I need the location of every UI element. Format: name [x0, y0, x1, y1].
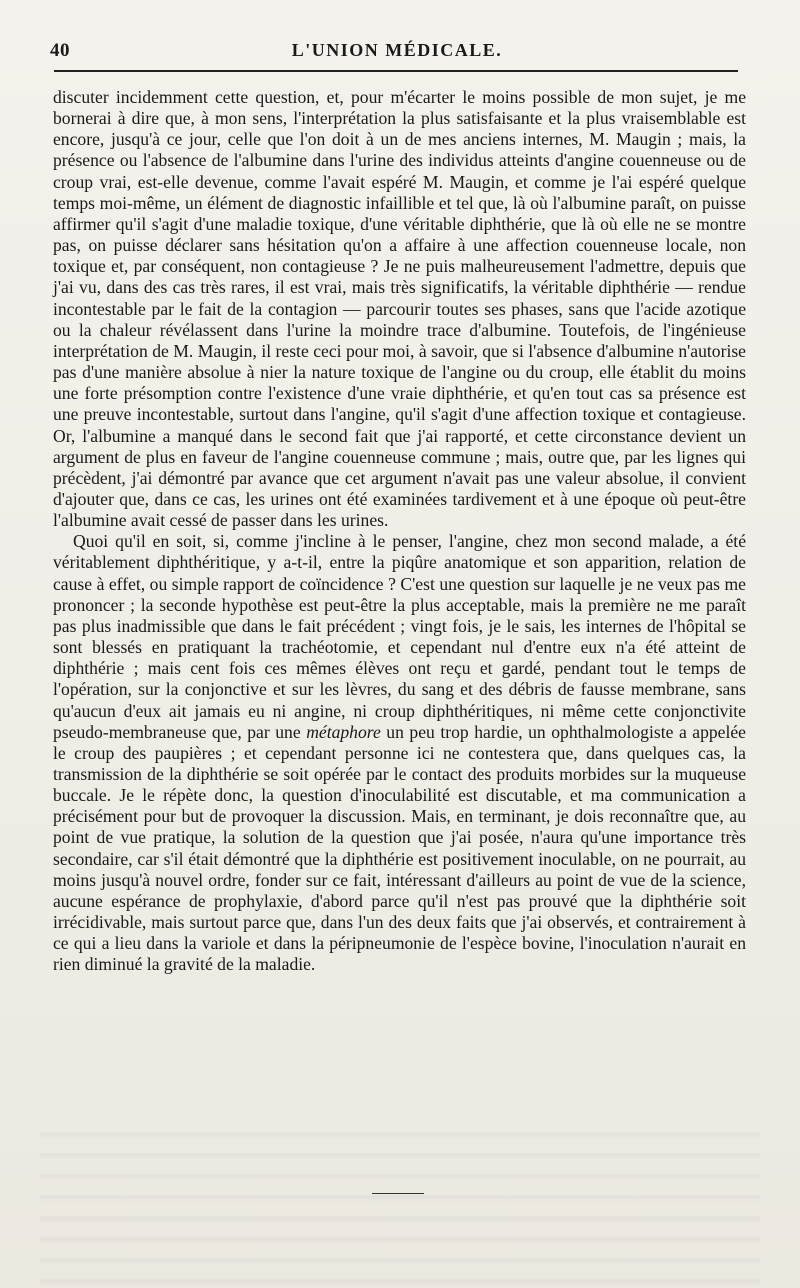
paragraph-2: [53, 531, 746, 975]
bleed-through-texture: [40, 1118, 760, 1288]
paragraph-2-text-a: Quoi qu'il en soit, si, comme j'incline à le penser, l'angine, chez mon second malade, a été véritablement diphthéritique, y a-t-il, entre la piqûre anatomique et son apparition, relation de cause à effet, ou simple rapport de coïncidence ? C'est une question sur laquelle je ne veux pas me prononcer ; la seconde hypothèse est peut-être la plus acceptable, mais la première ne me paraît pas plus inadmissible que dans le fait précédent ; vingt fois, je le sais, les internes de l'hôpital se sont blessés en pratiquant la trachéotomie, et cependant nul d'entre eux n'a été atteint de diphthérie ; mais cent fois ces mêmes élèves ont reçu et gardé, pendant tout le temps de l'opération, sur la conjonctive et sur les lèvres, du sang et des débris de fausse membrane, sans qu'aucun d'eux ait jamais eu ni angine, ni croup diphthéritiques, ni même cette conjonctivite pseudo-membraneuse que, par une: [53, 531, 746, 742]
page-header: [50, 40, 744, 68]
emphasis-metaphore: métaphore: [306, 721, 381, 742]
page-number: 40: [50, 40, 70, 61]
paragraph-2-text-b: un peu trop hardie, un ophthalmologiste a appelée le croup des paupières ; et cependant personne ici ne contestera que, dans quelques cas, la transmission de la diphthérie se soit opérée par le contact des produits morbides sur la muqueuse buccale. Je le répète donc, la question d'inoculabilité est discutable, et ma communication a précisément pour but de provoquer la discussion. Mais, en terminant, je dois reconnaître que, au point de vue pratique, la solution de la question que j'ai posée, n'aura qu'une importance très secondaire, car s'il était démontré que la diphthérie est positivement inoculable, on ne pourrait, au moins jusqu'à nouvel ordre, fonder sur ce fait, intéressant d'ailleurs au point de vue de la science, aucune espérance de prophylaxie, d'abord parce qu'il n'est pas prouvé que la diphthérie soit irrécidivable, mais surtout parce que, dans l'un des deux faits que j'ai observés, et contrairement à ce qui a lieu dans la variole et dans la péripneumonie de l'espèce bovine, l'inoculation n'aurait en rien diminué la gravité de la maladie.: [53, 721, 746, 975]
article-body: [53, 87, 746, 976]
end-rule: [372, 1193, 424, 1194]
header-rule: [54, 70, 738, 72]
paragraph-1: discuter incidemment cette question, et, pour m'écarter le moins possible de mon sujet, je me bornerai à dire que, à mon sens, l'interprétation la plus satisfaisante et la plus vraisemblable est encore, jusqu'à ce jour, celle que l'on doit à un de mes anciens internes, M. Maugin ; mais, la présence ou l'absence de l'albumine dans l'urine des individus atteints d'angine couenneuse ou de croup vrai, est-elle devenue, comme l'avait espéré M. Maugin, et comme je l'ai espéré quelque temps moi-même, un élément de diagnostic infaillible et tel que, là où l'albumine paraît, on puisse affirmer qu'il s'agit d'une maladie toxique, d'une véritable diphthérie, que là où elle ne se montre pas, on puisse déclarer sans hésitation qu'on a affaire à une affection couenneuse locale, non toxique et, par conséquent, non contagieuse ? Je ne puis malheureusement l'admettre, depuis que j'ai vu, dans des cas très rares, il est vrai, mais très significatifs, la véritable diphthérie — rendue incontestable par le fait de la contagion — parcourir toutes ses phases, sans que l'acide azotique ou la chaleur révélassent dans l'urine la moindre trace d'albumine. Toutefois, de l'ingénieuse interprétation de M. Maugin, il reste ceci pour moi, à savoir, que si l'absence d'albumine n'autorise pas d'une manière absolue à nier la nature toxique de l'angine ou du croup, elle établit du moins une forte présomption contre l'existence d'une vraie diphthérie, et qu'en tout cas sa présence est une preuve incontestable, surtout dans l'angine, qu'il s'agit d'une affection toxique et contagieuse. Or, l'albumine a manqué dans le second fait que j'ai rapporté, et cette circonstance devient un argument de plus en faveur de l'angine couenneuse commune ; mais, outre que, par les lignes qui précèdent, j'ai démontré par avance que cet argument n'avait pas une valeur absolue, il convient d'ajouter que, dans ce cas, les urines ont été examinées tardivement et à une époque où peut-être l'albumine avait cessé de passer dans les urines.: [53, 87, 746, 531]
running-title: L'UNION MÉDICALE.: [291, 40, 503, 60]
